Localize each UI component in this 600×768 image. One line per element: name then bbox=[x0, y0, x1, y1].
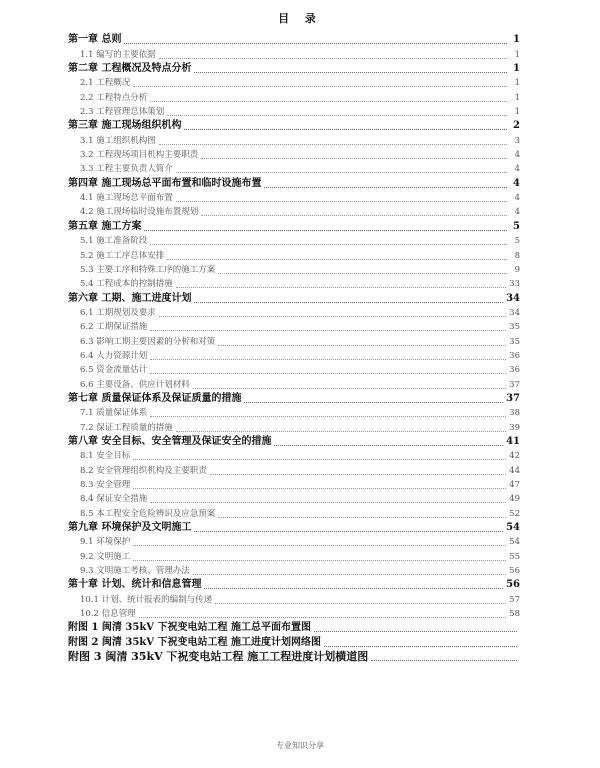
toc-entry[interactable] bbox=[68, 277, 520, 291]
dot-leader bbox=[124, 43, 507, 44]
toc-entry-page-number: 4 bbox=[513, 177, 520, 189]
toc-entry-title: 第五章 施工方案 bbox=[68, 220, 142, 232]
toc-entry-title: 7.1 质量保证体系 bbox=[80, 408, 148, 419]
toc-entry[interactable] bbox=[68, 162, 520, 176]
toc-entry-page-number: 47 bbox=[509, 480, 520, 490]
toc-entry[interactable] bbox=[68, 90, 520, 104]
dot-leader bbox=[210, 474, 506, 475]
toc-entry[interactable] bbox=[68, 47, 520, 61]
toc-entry-page-number: 1 bbox=[513, 34, 520, 46]
dot-leader bbox=[133, 560, 506, 561]
dot-leader bbox=[133, 488, 506, 489]
dot-leader bbox=[371, 660, 517, 661]
toc-entry-title: 6.3 影响工期主要因素的分析和对策 bbox=[80, 336, 216, 347]
toc-entry-title: 3.1 施工组织机构图 bbox=[80, 135, 156, 146]
toc-entry[interactable] bbox=[68, 406, 520, 420]
toc-entry-page-number: 56 bbox=[506, 579, 520, 591]
toc-entry-title: 8.1 安全目标 bbox=[80, 451, 131, 462]
toc-entry-page-number: 35 bbox=[509, 336, 520, 347]
toc-entry-page-number: 49 bbox=[509, 494, 520, 505]
toc-entry-page-number: 1 bbox=[514, 49, 520, 60]
toc-entry-title: 附图 1 闽清 35kV 下祝变电站工程 施工总平面布置图 bbox=[68, 622, 311, 634]
dot-leader bbox=[244, 402, 503, 403]
toc-entry[interactable] bbox=[68, 105, 520, 119]
toc-entry-page-number: 5 bbox=[513, 220, 520, 232]
toc-entry[interactable] bbox=[68, 205, 520, 219]
toc-entry[interactable] bbox=[68, 592, 520, 606]
toc-entry-page-number: 4 bbox=[514, 150, 520, 161]
toc-entry-page-number: 39 bbox=[509, 422, 520, 433]
toc-entry[interactable] bbox=[68, 621, 520, 635]
dot-leader bbox=[176, 287, 506, 288]
toc-entry[interactable] bbox=[68, 392, 520, 406]
toc-entry[interactable] bbox=[68, 435, 520, 449]
toc-entry[interactable] bbox=[68, 521, 520, 535]
toc-entry-page-number: 36 bbox=[509, 365, 520, 376]
toc-entry-title: 6.4 人力资源计划 bbox=[80, 350, 148, 361]
toc-entry-title: 8.4 保证安全措施 bbox=[80, 494, 148, 505]
dot-leader bbox=[150, 416, 506, 417]
toc-entry[interactable] bbox=[68, 506, 520, 520]
toc-entry[interactable] bbox=[68, 148, 520, 162]
toc-entry-page-number: 34 bbox=[509, 307, 520, 318]
toc-entry-title: 附图 2 闽清 35kV 下祝变电站工程 施工进度计划网络图 bbox=[68, 636, 321, 648]
toc-entry-page-number: 44 bbox=[509, 465, 520, 476]
toc-entry-title: 附图 3 闽清 35kV 下祝变电站工程 施工工程进度计划横道图 bbox=[68, 650, 369, 664]
dot-leader bbox=[201, 215, 507, 216]
toc-entry[interactable] bbox=[68, 191, 520, 205]
toc-entry-page-number: 9 bbox=[514, 264, 520, 275]
toc-entry[interactable] bbox=[68, 62, 520, 76]
toc-entry-title: 10.2 信息管理 bbox=[80, 609, 136, 620]
toc-entry-title: 8.5 本工程安全危险辨识及应急预案 bbox=[80, 508, 216, 519]
toc-entry-title: 6.5 资金流量估计 bbox=[80, 365, 148, 376]
toc-entry-title: 5.2 施工工序总体安排 bbox=[80, 250, 165, 261]
dot-leader bbox=[133, 545, 506, 546]
dot-leader bbox=[324, 646, 517, 647]
dot-leader bbox=[218, 345, 506, 346]
toc-entry-page-number: 37 bbox=[506, 392, 520, 404]
toc-entry-title: 2.2 工程特点分析 bbox=[80, 92, 148, 103]
toc-entry-page-number: 2 bbox=[513, 120, 520, 132]
dot-leader bbox=[314, 631, 517, 632]
dot-leader bbox=[194, 302, 503, 303]
toc-entry-title: 6.1 工期规划及要求 bbox=[80, 307, 156, 318]
toc-entry[interactable] bbox=[68, 420, 520, 434]
dot-leader bbox=[274, 445, 503, 446]
dot-leader bbox=[201, 158, 507, 159]
toc-entry[interactable] bbox=[68, 535, 520, 549]
toc-entry-page-number: 1 bbox=[514, 78, 520, 89]
toc-entry[interactable] bbox=[68, 449, 520, 463]
toc-entry[interactable] bbox=[68, 320, 520, 334]
toc-entry[interactable] bbox=[68, 234, 520, 248]
toc-entry[interactable] bbox=[68, 377, 520, 391]
toc-entry-title: 第四章 施工现场总平面布置和临时设施布置 bbox=[68, 177, 262, 189]
toc-entry-title: 3.2 工程现场项目机构主要职责 bbox=[80, 150, 199, 161]
toc-entry[interactable] bbox=[68, 263, 520, 277]
toc-entry[interactable] bbox=[68, 635, 520, 649]
toc-entry-title: 4.2 施工现场临时设施布置规划 bbox=[80, 207, 199, 218]
dot-leader bbox=[167, 259, 507, 260]
toc-entry[interactable] bbox=[68, 248, 520, 262]
toc-entry-title: 6.6 主要设备、供应计划材料 bbox=[80, 379, 190, 390]
toc-entry-title: 10.1 计划、统计报表的编制与传递 bbox=[80, 594, 213, 605]
toc-entry[interactable] bbox=[68, 219, 520, 233]
toc-entry-title: 第一章 总则 bbox=[68, 34, 122, 46]
toc-entry-title: 2.1 工程概况 bbox=[80, 78, 131, 89]
toc-entry[interactable] bbox=[68, 133, 520, 147]
toc-entry[interactable] bbox=[68, 119, 520, 133]
toc-entry-page-number: 56 bbox=[509, 566, 520, 577]
toc-entry-title: 5.1 施工准备阶段 bbox=[80, 236, 148, 247]
dot-leader bbox=[218, 517, 506, 518]
toc-entry-page-number: 54 bbox=[509, 537, 520, 548]
toc-entry-page-number: 54 bbox=[506, 522, 520, 534]
dot-leader bbox=[176, 172, 507, 173]
toc-entry-title: 8.2 安全管理组织机构及主要职责 bbox=[80, 465, 207, 476]
toc-entry[interactable] bbox=[68, 549, 520, 563]
toc-entry-page-number: 3 bbox=[514, 135, 520, 146]
toc-entry-page-number: 42 bbox=[509, 451, 520, 462]
dot-leader bbox=[176, 201, 507, 202]
dot-leader bbox=[194, 72, 507, 73]
dot-leader bbox=[150, 330, 506, 331]
toc-entry-page-number: 34 bbox=[506, 292, 520, 304]
dot-leader bbox=[150, 502, 506, 503]
toc-entry[interactable] bbox=[68, 478, 520, 492]
toc-entry-page-number: 1 bbox=[513, 63, 520, 75]
toc-entry[interactable] bbox=[68, 33, 520, 47]
toc-entry[interactable] bbox=[68, 463, 520, 477]
dot-leader bbox=[176, 431, 506, 432]
toc-entry-page-number: 4 bbox=[514, 164, 520, 175]
dot-leader bbox=[150, 244, 507, 245]
toc-entry-page-number: 35 bbox=[509, 322, 520, 333]
toc-entry-page-number: 58 bbox=[509, 609, 520, 620]
toc-entry-title: 5.3 主要工序和特殊工序的施工方案 bbox=[80, 264, 216, 275]
toc-entry[interactable] bbox=[68, 578, 520, 592]
toc-entry-title: 第八章 安全目标、安全管理及保证安全的措施 bbox=[68, 435, 272, 447]
toc-entry[interactable] bbox=[68, 564, 520, 578]
toc-entry-page-number: 1 bbox=[514, 107, 520, 118]
toc-entry[interactable] bbox=[68, 306, 520, 320]
toc-entry-page-number: 4 bbox=[514, 193, 520, 204]
toc-entry-title: 2.3 工程管理总体策划 bbox=[80, 107, 165, 118]
toc-entry-title: 5.4 工程成本的控制措施 bbox=[80, 279, 173, 290]
toc-entry-page-number: 4 bbox=[514, 207, 520, 218]
toc-entry-title: 第九章 环境保护及文明施工 bbox=[68, 522, 192, 534]
toc-entry[interactable] bbox=[68, 76, 520, 90]
dot-leader bbox=[215, 603, 506, 604]
dot-leader bbox=[194, 531, 503, 532]
dot-leader bbox=[133, 86, 507, 87]
page-footer: 专业知识分享 bbox=[276, 741, 324, 750]
toc-entry[interactable] bbox=[68, 334, 520, 348]
toc-entry-page-number: 38 bbox=[509, 408, 520, 419]
dot-leader bbox=[150, 359, 506, 360]
toc-entry-title: 6.2 工期保证措施 bbox=[80, 322, 148, 333]
toc-entry-title: 9.2 文明施工 bbox=[80, 551, 131, 562]
dot-leader bbox=[218, 273, 507, 274]
toc-entry-page-number: 37 bbox=[509, 379, 520, 390]
toc-entry-title: 9.1 环境保护 bbox=[80, 537, 131, 548]
dot-leader bbox=[144, 230, 507, 231]
dot-leader bbox=[167, 115, 507, 116]
toc-entry-page-number: 55 bbox=[509, 551, 520, 562]
toc-entry-page-number: 57 bbox=[509, 594, 520, 605]
toc-entry-page-number: 41 bbox=[506, 435, 520, 447]
page-title: 目 录 bbox=[278, 12, 322, 25]
toc-entry[interactable] bbox=[68, 176, 520, 190]
toc-entry-title: 第六章 工期、施工进度计划 bbox=[68, 292, 192, 304]
dot-leader bbox=[204, 588, 503, 589]
dot-leader bbox=[139, 617, 507, 618]
dot-leader bbox=[133, 459, 506, 460]
dot-leader bbox=[159, 316, 506, 317]
toc-entry-page-number: 33 bbox=[509, 279, 520, 290]
dot-leader bbox=[159, 144, 507, 145]
toc-entry[interactable] bbox=[68, 291, 520, 305]
toc-entry-title: 第七章 质量保证体系及保证质量的措施 bbox=[68, 392, 242, 404]
dot-leader bbox=[264, 187, 507, 188]
toc-entry[interactable] bbox=[68, 650, 520, 664]
dot-leader bbox=[159, 58, 507, 59]
table-of-contents bbox=[68, 33, 520, 664]
toc-entry-title: 8.3 安全管理 bbox=[80, 480, 131, 490]
toc-entry-page-number: 1 bbox=[514, 92, 520, 103]
toc-entry[interactable] bbox=[68, 492, 520, 506]
dot-leader bbox=[193, 574, 506, 575]
toc-entry-title: 7.2 保证工程质量的措施 bbox=[80, 422, 173, 433]
toc-entry[interactable] bbox=[68, 349, 520, 363]
toc-entry-page-number: 8 bbox=[514, 250, 520, 261]
toc-entry-title: 第二章 工程概况及特点分析 bbox=[68, 63, 192, 75]
toc-entry-page-number: 5 bbox=[514, 236, 520, 247]
toc-entry-title: 9.3 文明施工考核、管理办法 bbox=[80, 566, 190, 577]
dot-leader bbox=[150, 101, 507, 102]
toc-entry-title: 3.3 工程主要负责人简介 bbox=[80, 164, 173, 175]
toc-entry-page-number: 52 bbox=[509, 508, 520, 519]
toc-entry[interactable] bbox=[68, 363, 520, 377]
toc-entry[interactable] bbox=[68, 607, 520, 621]
toc-entry-title: 1.1 编写的主要依据 bbox=[80, 49, 156, 60]
toc-entry-page-number: 36 bbox=[509, 350, 520, 361]
dot-leader bbox=[184, 129, 507, 130]
toc-entry-title: 4.1 施工现场总平面布置 bbox=[80, 193, 173, 204]
toc-entry-title: 第十章 计划、统计和信息管理 bbox=[68, 579, 202, 591]
dot-leader bbox=[193, 388, 506, 389]
dot-leader bbox=[150, 373, 506, 374]
toc-entry-title: 第三章 施工现场组织机构 bbox=[68, 120, 182, 132]
